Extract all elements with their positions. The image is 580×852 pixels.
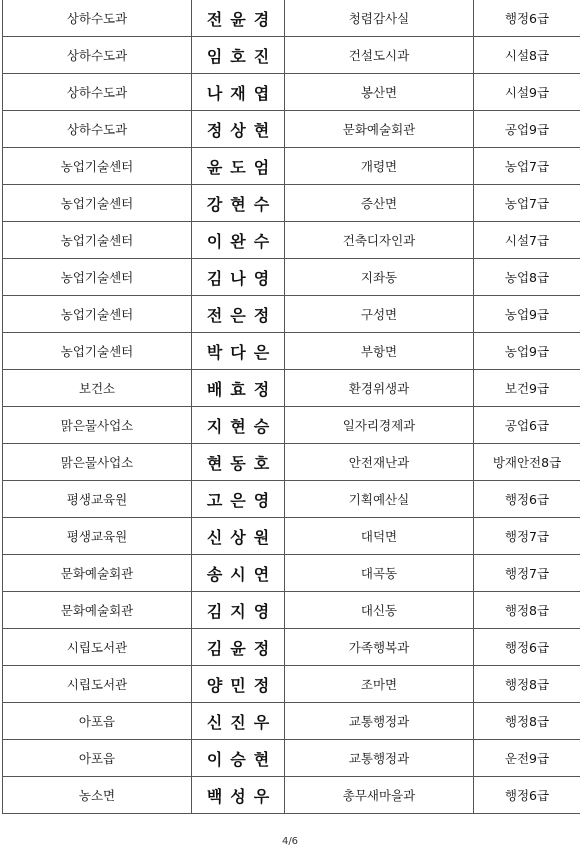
employee-name-cell: 현동호 xyxy=(192,444,285,481)
job-grade-cell: 보건9급 xyxy=(474,370,580,407)
new-department-cell: 총무새마을과 xyxy=(285,777,474,814)
previous-department-cell: 농업기술센터 xyxy=(3,222,192,259)
new-department-cell: 지좌동 xyxy=(285,259,474,296)
employee-name-cell: 고은영 xyxy=(192,481,285,518)
job-grade-cell: 농업9급 xyxy=(474,296,580,333)
new-department-cell: 조마면 xyxy=(285,666,474,703)
job-grade-cell: 행정7급 xyxy=(474,518,580,555)
job-grade-cell: 시설9급 xyxy=(474,74,580,111)
new-department-cell: 증산면 xyxy=(285,185,474,222)
table-row xyxy=(3,703,580,740)
previous-department-cell: 평생교육원 xyxy=(3,481,192,518)
job-grade-cell: 운전9급 xyxy=(474,740,580,777)
new-department-cell: 부항면 xyxy=(285,333,474,370)
employee-name-cell: 송시연 xyxy=(192,555,285,592)
employee-name-cell: 임호진 xyxy=(192,37,285,74)
previous-department-cell: 시립도서관 xyxy=(3,666,192,703)
new-department-cell: 봉산면 xyxy=(285,74,474,111)
previous-department-cell: 아포읍 xyxy=(3,703,192,740)
new-department-cell: 건설도시과 xyxy=(285,37,474,74)
previous-department-cell: 상하수도과 xyxy=(3,0,192,37)
table-row xyxy=(3,407,580,444)
table-row xyxy=(3,296,580,333)
personnel-roster-sheet xyxy=(2,0,578,814)
table-row xyxy=(3,222,580,259)
job-grade-cell: 행정6급 xyxy=(474,777,580,814)
employee-name-cell: 강현수 xyxy=(192,185,285,222)
employee-name-cell: 신진우 xyxy=(192,703,285,740)
table-row xyxy=(3,148,580,185)
previous-department-cell: 평생교육원 xyxy=(3,518,192,555)
previous-department-cell: 농업기술센터 xyxy=(3,148,192,185)
previous-department-cell: 시립도서관 xyxy=(3,629,192,666)
new-department-cell: 개령면 xyxy=(285,148,474,185)
new-department-cell: 건축디자인과 xyxy=(285,222,474,259)
employee-name-cell: 신상원 xyxy=(192,518,285,555)
job-grade-cell: 방재안전8급 xyxy=(474,444,580,481)
new-department-cell: 대덕면 xyxy=(285,518,474,555)
new-department-cell: 교통행정과 xyxy=(285,740,474,777)
employee-name-cell: 전윤경 xyxy=(192,0,285,37)
job-grade-cell: 시설7급 xyxy=(474,222,580,259)
new-department-cell: 문화예술회관 xyxy=(285,111,474,148)
table-row xyxy=(3,185,580,222)
new-department-cell: 구성면 xyxy=(285,296,474,333)
employee-name-cell: 윤도엄 xyxy=(192,148,285,185)
new-department-cell: 대신동 xyxy=(285,592,474,629)
employee-name-cell: 백성우 xyxy=(192,777,285,814)
table-row xyxy=(3,629,580,666)
previous-department-cell: 맑은물사업소 xyxy=(3,407,192,444)
table-row xyxy=(3,74,580,111)
previous-department-cell: 아포읍 xyxy=(3,740,192,777)
previous-department-cell: 보건소 xyxy=(3,370,192,407)
employee-name-cell: 박다은 xyxy=(192,333,285,370)
job-grade-cell: 행정8급 xyxy=(474,703,580,740)
page-number: 4/6 xyxy=(281,836,299,847)
table-row xyxy=(3,370,580,407)
employee-name-cell: 양민정 xyxy=(192,666,285,703)
job-grade-cell: 행정8급 xyxy=(474,592,580,629)
table-row xyxy=(3,37,580,74)
job-grade-cell: 행정6급 xyxy=(474,481,580,518)
job-grade-cell: 농업9급 xyxy=(474,333,580,370)
employee-name-cell: 전은정 xyxy=(192,296,285,333)
job-grade-cell: 행정8급 xyxy=(474,666,580,703)
previous-department-cell: 문화예술회관 xyxy=(3,592,192,629)
job-grade-cell: 행정7급 xyxy=(474,555,580,592)
employee-name-cell: 정상현 xyxy=(192,111,285,148)
previous-department-cell: 농업기술센터 xyxy=(3,259,192,296)
job-grade-cell: 행정6급 xyxy=(474,629,580,666)
table-row xyxy=(3,666,580,703)
previous-department-cell: 농업기술센터 xyxy=(3,185,192,222)
new-department-cell: 환경위생과 xyxy=(285,370,474,407)
employee-name-cell: 김윤정 xyxy=(192,629,285,666)
job-grade-cell: 행정6급 xyxy=(474,0,580,37)
previous-department-cell: 맑은물사업소 xyxy=(3,444,192,481)
table-row xyxy=(3,740,580,777)
job-grade-cell: 공업6급 xyxy=(474,407,580,444)
new-department-cell: 안전재난과 xyxy=(285,444,474,481)
previous-department-cell: 농업기술센터 xyxy=(3,333,192,370)
table-row xyxy=(3,111,580,148)
previous-department-cell: 농업기술센터 xyxy=(3,296,192,333)
employee-name-cell: 지현승 xyxy=(192,407,285,444)
new-department-cell: 가족행복과 xyxy=(285,629,474,666)
previous-department-cell: 문화예술회관 xyxy=(3,555,192,592)
table-row xyxy=(3,592,580,629)
table-row xyxy=(3,555,580,592)
employee-name-cell: 배효정 xyxy=(192,370,285,407)
personnel-transfer-table-body xyxy=(3,0,580,814)
table-row xyxy=(3,481,580,518)
personnel-transfer-table xyxy=(2,0,580,814)
table-row xyxy=(3,518,580,555)
previous-department-cell: 상하수도과 xyxy=(3,37,192,74)
previous-department-cell: 농소면 xyxy=(3,777,192,814)
new-department-cell: 기획예산실 xyxy=(285,481,474,518)
table-row xyxy=(3,0,580,37)
new-department-cell: 교통행정과 xyxy=(285,703,474,740)
previous-department-cell: 상하수도과 xyxy=(3,111,192,148)
table-row xyxy=(3,259,580,296)
job-grade-cell: 공업9급 xyxy=(474,111,580,148)
table-row xyxy=(3,444,580,481)
new-department-cell: 청렴감사실 xyxy=(285,0,474,37)
table-row xyxy=(3,333,580,370)
previous-department-cell: 상하수도과 xyxy=(3,74,192,111)
employee-name-cell: 이승현 xyxy=(192,740,285,777)
table-row xyxy=(3,777,580,814)
job-grade-cell: 농업7급 xyxy=(474,185,580,222)
employee-name-cell: 나재엽 xyxy=(192,74,285,111)
job-grade-cell: 농업7급 xyxy=(474,148,580,185)
employee-name-cell: 김지영 xyxy=(192,592,285,629)
employee-name-cell: 이완수 xyxy=(192,222,285,259)
job-grade-cell: 시설8급 xyxy=(474,37,580,74)
new-department-cell: 대곡동 xyxy=(285,555,474,592)
employee-name-cell: 김나영 xyxy=(192,259,285,296)
new-department-cell: 일자리경제과 xyxy=(285,407,474,444)
job-grade-cell: 농업8급 xyxy=(474,259,580,296)
